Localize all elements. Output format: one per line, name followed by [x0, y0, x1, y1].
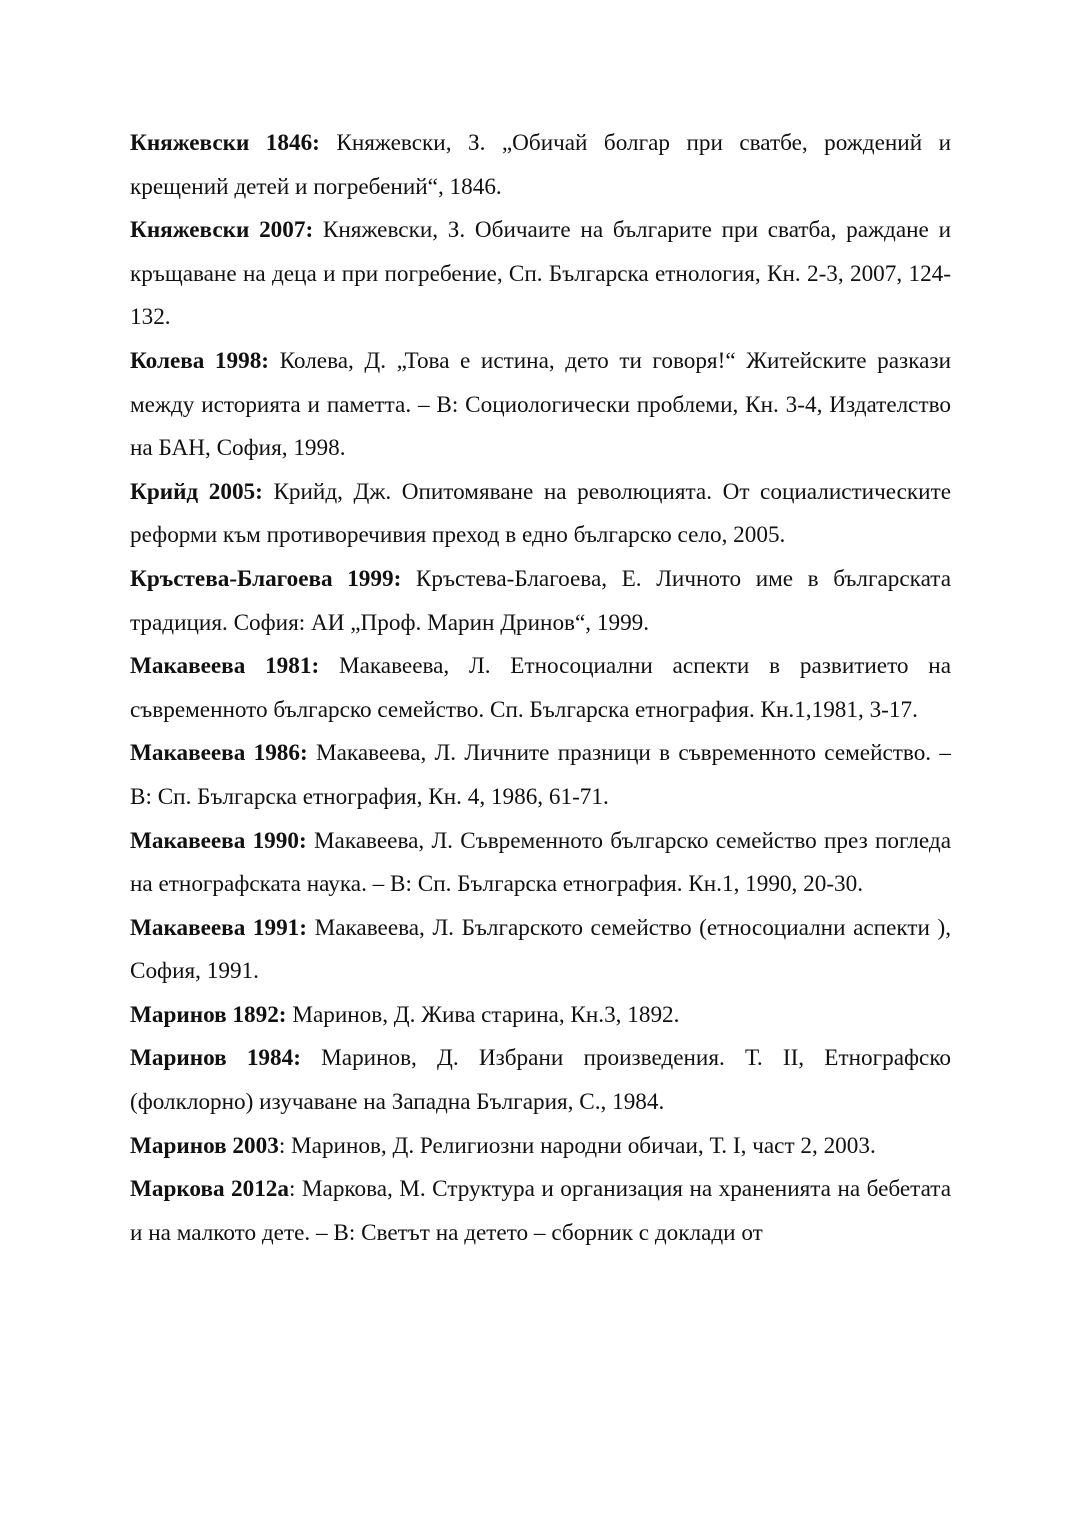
entry-key: Маринов 1892: [130, 1001, 287, 1028]
entry-key: Колева 1998: [130, 347, 270, 374]
bibliography-entry [130, 558, 951, 645]
bibliography-entry [130, 122, 951, 209]
entry-text: Макавеева, Л. Българското семейство (етносоциални аспекти ), София, 1991. [130, 914, 951, 985]
entry-text: : Маринов, Д. Религиозни народни обичаи, Т. I, част 2, 2003. [278, 1132, 876, 1159]
entry-key: Макавеева 1991: [130, 914, 307, 941]
bibliography-entry [130, 907, 951, 994]
entry-text: Колева, Д. „Това е истина, дето ти говоря!“ Житейските разкази между историята и паметта. – В: Социологически проблеми, Кн. 3-4, Издателство на БАН, София, 1998. [130, 347, 951, 462]
entry-text: Княжевски, З. Обичаите на българите при сватба, раждане и кръщаване на деца и при погребение, Сп. Българска етнология, Кн. 2-3, 2007, 124-132. [130, 217, 951, 331]
entry-text: Княжевски, З. „Обичай болгар при сватбе, рождений и крещений детей и погребений“, 1846. [130, 130, 951, 200]
bibliography-entry [130, 471, 951, 558]
entry-key: Княжевски 1846: [130, 130, 320, 156]
bibliography-entry [130, 209, 951, 340]
entry-key: Макавеева 1981: [130, 653, 320, 680]
entry-key: Маринов 1984: [130, 1045, 301, 1072]
entry-text: Крийд, Дж. Опитомяване на революцията. От социалистическите реформи към противоречивия преход в едно българско село, 2005. [130, 478, 951, 549]
entry-text: Макавеева, Л. Етносоциални аспекти в развитието на съвременното българско семейство. Сп. Българска етнография. Кн.1,1981, 3-17. [130, 653, 951, 723]
bibliography-entry [130, 994, 951, 1038]
bibliography-entry [130, 1125, 951, 1169]
entry-text: Макавеева, Л. Личните празници в съвременното семейство. – В: Сп. Българска етнография, Кн. 4, 1986, 61-71. [130, 740, 951, 810]
entry-key: Маринов 2003 [130, 1132, 279, 1159]
entry-text: Маринов, Д. Жива старина, Кн.3, 1892. [286, 1001, 680, 1028]
bibliography-entry [130, 645, 951, 732]
bibliography-entry [130, 820, 951, 907]
entry-key: Макавеева 1986: [130, 740, 308, 767]
entry-key: Княжевски 2007: [130, 217, 314, 244]
entry-text: Макавеева, Л. Съвременното българско семейство през погледа на етнографската наука. – В: Сп. Българска етнография. Кн.1, 1990, 20-30. [130, 827, 951, 898]
entry-key: Маркова 2012а [130, 1176, 289, 1203]
entry-text: Маринов, Д. Избрани произведения. Т. II, Етнографско (фолклорно) изучаване на Западна България, С., 1984. [130, 1045, 951, 1116]
bibliography-page [130, 122, 951, 1255]
bibliography-entry [130, 340, 951, 471]
bibliography-entry [130, 1168, 951, 1255]
entry-text: Кръстева-Благоева, Е. Личното име в българската традиция. София: АИ „Проф. Марин Дринов“, 1999. [130, 565, 951, 636]
entry-key: Крийд 2005: [130, 478, 263, 505]
entry-key: Кръстева-Благоева 1999: [130, 565, 402, 592]
entry-text: : Маркова, М. Структура и организация на храненията на бебетата и на малкото дете. – В: Светът на детето – сборник с доклади от [130, 1176, 951, 1246]
bibliography-entry [130, 1037, 951, 1124]
entry-key: Макавеева 1990: [130, 827, 307, 854]
bibliography-entry [130, 732, 951, 819]
